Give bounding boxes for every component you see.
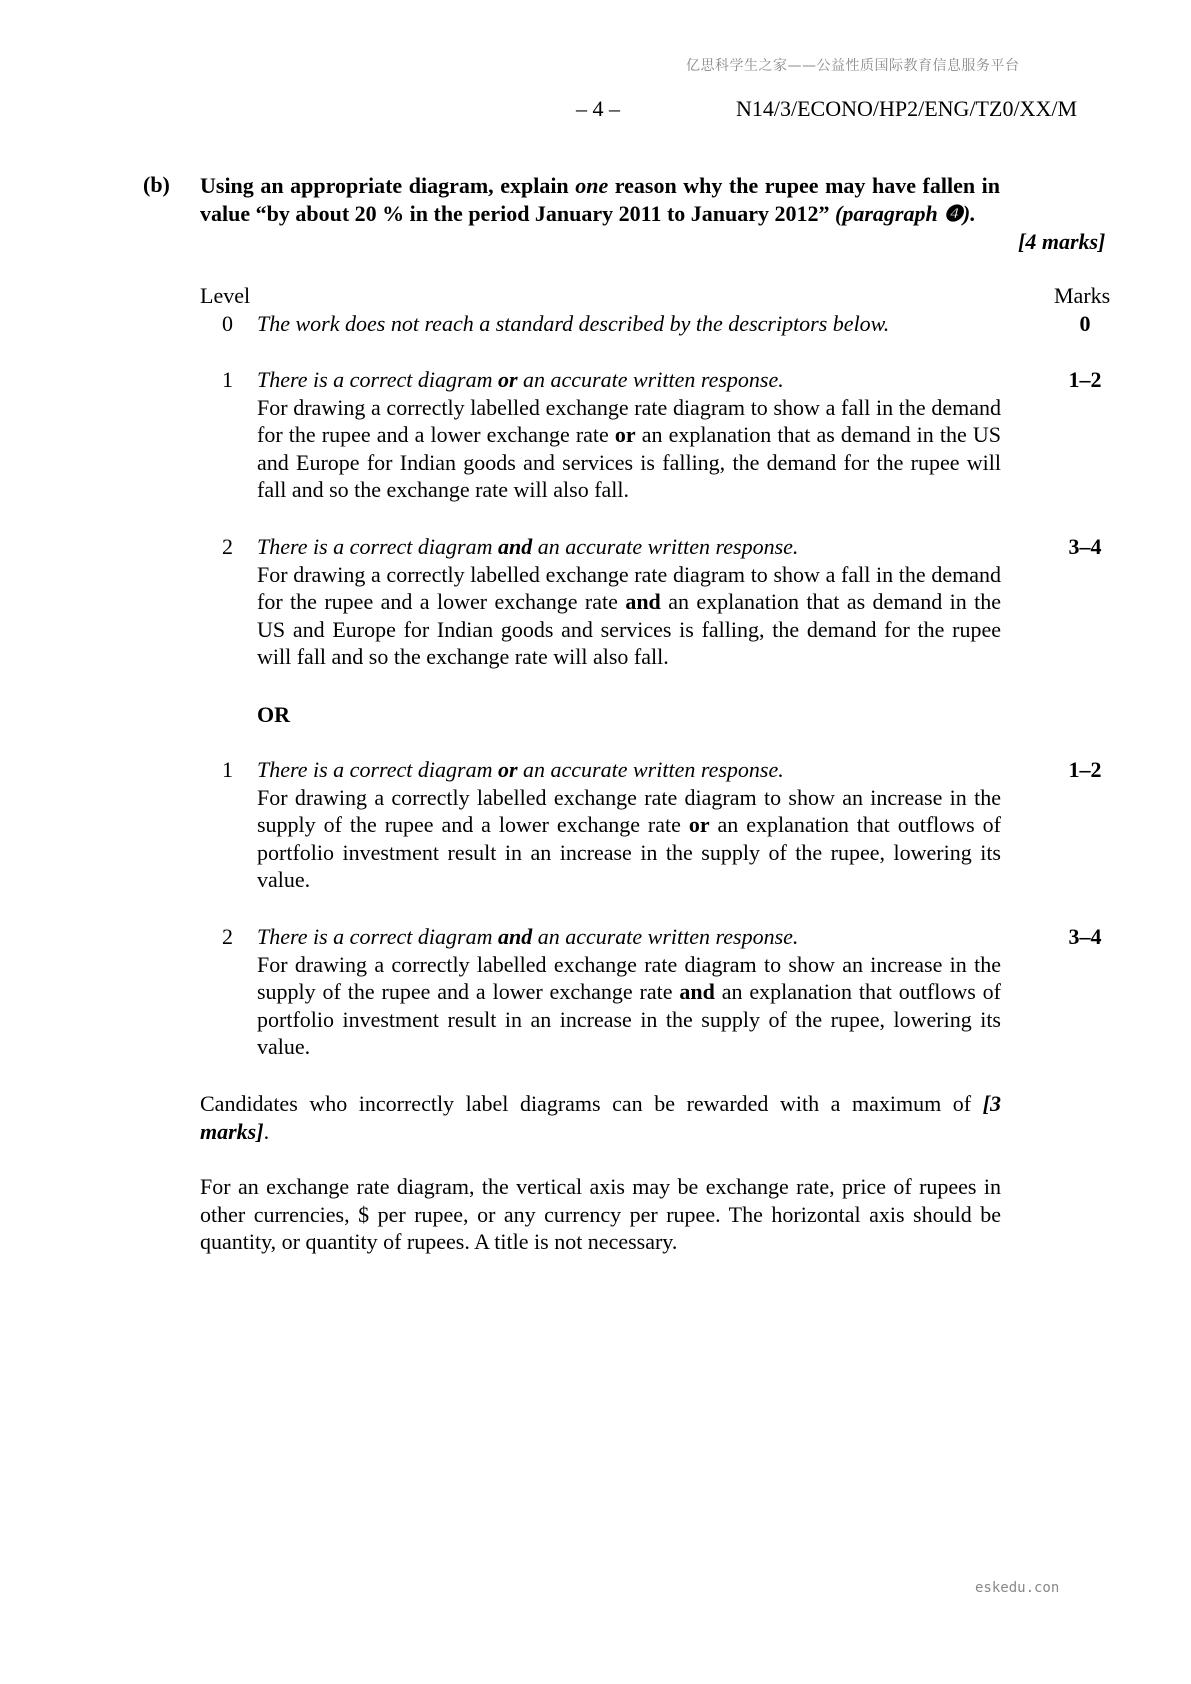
- or-separator: OR: [257, 702, 290, 727]
- watermark-bottom: eskedu.con: [975, 1580, 1060, 1596]
- page-number: – 4 –: [576, 96, 620, 121]
- level-marks: 1–2: [1068, 757, 1102, 782]
- level-marks: 0: [1079, 311, 1091, 336]
- question-marks: [4 marks]: [1018, 229, 1106, 254]
- note-diagram-axes: For an exchange rate diagram, the vertical axis may be exchange rate, price of rupees in other currencies, $ per rupee, or any currency per rupee. The horizontal axis should be quantity, or quantity of rupees. A title is not necessary.: [200, 1174, 1001, 1254]
- level-number: 1: [222, 367, 233, 392]
- level-descriptor: There is a correct diagram or an accurate written response. For drawing a correctly labelled exchange rate diagram to show an increase in the supply of the rupee and a lower exchange rate or an explanation that outflows of portfolio investment result in an increase in the supply of the rupee, lowering its value.: [257, 757, 1001, 892]
- level-column-header: Level: [200, 283, 251, 308]
- level-number: 0: [222, 311, 233, 336]
- question-text: Using an appropriate diagram, explain one reason why the rupee may have fallen in value “by about 20 % in the period January 2011 to January 2012” (paragraph ❹).: [200, 173, 1000, 226]
- level-descriptor: There is a correct diagram and an accurate written response. For drawing a correctly labelled exchange rate diagram to show a fall in the demand for the rupee and a lower exchange rate and an explanation that as demand in the US and Europe for Indian goods and services is falling, the demand for the rupee will fall and so the exchange rate will also fall.: [257, 534, 1002, 669]
- level-number: 1: [222, 757, 233, 782]
- note-incorrect-labels: Candidates who incorrectly label diagrams can be rewarded with a maximum of [3 marks].: [200, 1091, 1001, 1144]
- level-descriptor: There is a correct diagram or an accurate written response. For drawing a correctly labelled exchange rate diagram to show a fall in the demand for the rupee and a lower exchange rate or an explanation that as demand in the US and Europe for Indian goods and services is falling, the demand for the rupee will fall and so the exchange rate will also fall.: [257, 367, 1002, 502]
- level-descriptor: There is a correct diagram and an accurate written response. For drawing a correctly labelled exchange rate diagram to show an increase in the supply of the rupee and a lower exchange rate and an explanation that outflows of portfolio investment result in an increase in the supply of the rupee, lowering its value.: [257, 924, 1001, 1059]
- level-marks: 3–4: [1068, 534, 1102, 559]
- watermark-top: 亿思科学生之家——公益性质国际教育信息服务平台: [686, 58, 1020, 74]
- level-number: 2: [222, 534, 233, 559]
- paragraph-reference: (paragraph ❹).: [835, 201, 976, 226]
- marks-column-header: Marks: [1054, 283, 1111, 308]
- level-marks: 3–4: [1068, 924, 1102, 949]
- reference-code: N14/3/ECONO/HP2/ENG/TZ0/XX/M: [736, 96, 1077, 121]
- question-label: (b): [143, 172, 170, 197]
- level-marks: 1–2: [1068, 367, 1102, 392]
- level-descriptor: The work does not reach a standard described by the descriptors below.: [257, 311, 890, 336]
- level-number: 2: [222, 924, 233, 949]
